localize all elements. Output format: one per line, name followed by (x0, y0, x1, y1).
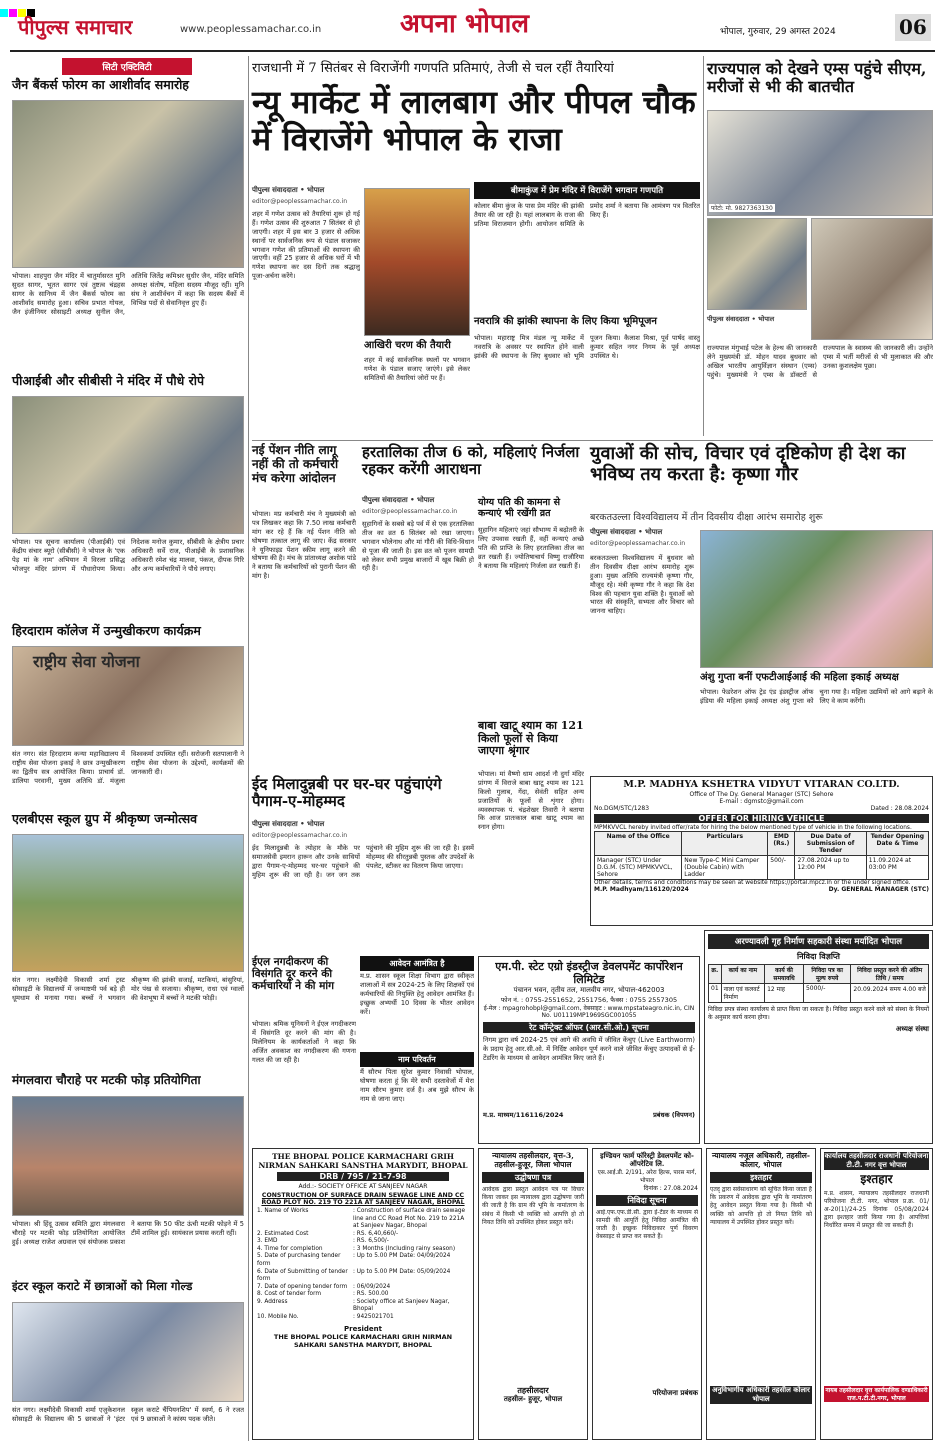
tehsil2-text: एतद् द्वारा सर्वसाधारण को सूचित किया जाता है कि प्रकरण में आवेदक द्वारा भूमि के नामांतरण हेतु आवेदन प्रस्तुत किया गया है। किसी भी व्यक्ति को आपत्ति हो तो नियत तिथि को न्यायालय में उपस्थित होकर प्रस्तुत करें। (710, 1186, 812, 1226)
hrule-mid (252, 440, 933, 441)
police-sub: CONSTRUCTION OF SURFACE DRAIN SEWAGE LINE AND CC ROAD PLOT NO. 219 TO 221A AT SANJEEV NAGAR, BHOPAL (261, 1192, 465, 1207)
p3-text: भोपाल। महाराष्ट्र मित्र मंडल न्यू मार्केट में नवरात्रि के अवसर पर स्थापित होने वाली झांकी की स्थापना के लिए बुधवार को भूमि पूजन किया। कैलाश मिश्रा, पूर्व पार्षद वास्तु कुमार सहित नगर निगम के पूर्व अध्यक्ष उपस्थित थे। (474, 334, 700, 360)
s3-title: हिरदाराम कॉलेज में उन्मुखीकरण कार्यक्रम (12, 623, 201, 638)
list-item: 4. Time for completion : 3 Months (Including rainy season) (257, 1245, 456, 1252)
section-title: अपना भोपाल (400, 9, 529, 39)
rt-photo-3 (811, 218, 933, 340)
mpsidc-madhyam: म.प्र. माध्यम/116116/2024 (483, 1111, 564, 1120)
tehsil2-sub: इश्तहार (710, 1172, 812, 1183)
awas-col: कार्य की समयावधि (765, 965, 804, 984)
youth-sub-title: अंशु गुप्ता बनीं एफटीआईआई की महिला इकाई अध्यक्ष (700, 672, 899, 683)
list-item: 8. Cost of tender form : RS. 500.00 (257, 1291, 389, 1298)
col-divider-2 (703, 56, 704, 436)
teej-email: editor@peoplessamachar.co.in (362, 508, 458, 515)
s3-banner: राष्ट्रीय सेवा योजना (33, 652, 140, 671)
rt-photo-2 (707, 218, 807, 310)
mpsidc-ad (478, 956, 700, 1144)
lead-headline: न्यू मार्केट में लालबाग और पीपल चौक में विराजेंगे भोपाल के राजा (252, 83, 696, 158)
mpsidc-sign: प्रबंधक (विपणन) (653, 1111, 695, 1120)
col-divider-1 (248, 56, 249, 1441)
list-item: 10. Mobile No. : 9425021701 (257, 1313, 394, 1320)
eid-text: ईद मिलादुन्नबी के त्योहार के मौके पर समाजसेवी इमरान हारून और उनके साथियों द्वारा पैगाम-ए-मोहम्मद घर-घर पहुंचाने की मुहिम शुरू की जा रही है। जन जन तक पहुंचाने की मुहिम शुरू की जा रही है। इसमें मोहम्मद की सीरतुन्नबी पुस्तक और उपदेशों के पंपलेट, स्टीकर का वितरण किया जाएगा। (252, 844, 474, 879)
mpvv-col: Name of the Office (595, 831, 682, 855)
awas-sub: निविदा विज्ञप्ति (797, 952, 840, 961)
mpsidc-sub: रेट कॉन्ट्रेक्ट ऑफर (आर.सी.ओ.) सूचना (483, 1022, 695, 1033)
s6-title: इंटर स्कूल कराटे में छात्राओं को मिला गोल्ड (12, 1279, 193, 1293)
mpvv-cell: 500/- (768, 855, 795, 879)
iffdc-sub: निविदा सूचना (596, 1195, 698, 1206)
name-change-text: मैं सौरभ पिता सुरेश कुमार निवासी भोपाल, घोषणा करता हूं कि मेरे सभी दस्तावेजों में मेरा नाम सौरभ कुमार दर्ज है। अब मुझे सौरभ के नाम से जाना जाए। (360, 1068, 474, 1103)
nagda-text: भोपाल। श्रमिक यूनियनों ने ईएल नगदीकरण में विसंगति दूर करने की मांग की है। मिलेनियम के कार्यकर्ताओं ने कहा कि अर्जित अवकाश का नगदीकरण की गणना गलत की जा रही है। (252, 1020, 356, 1064)
tehsil1-title: न्यायालय तहसीलदार, वृत्त-3, तहसील-हुजूर, जिला भोपाल (492, 1151, 574, 1169)
mpvv-email: E-mail : dgmstc@gmail.com (719, 797, 804, 805)
notice-title: आवेदन आमंत्रित है (360, 956, 474, 971)
police-president: President (344, 1325, 382, 1334)
police-addr: Add.:- SOCIETY OFFICE AT SANJEEV NAGAR (298, 1183, 428, 1191)
lead-subtext: कोलार बीमा कुंज के पास प्रेम मंदिर की झांकी तैयार की जा रही है। यहां लालबाग के राजा की प्रतिमा विराजमान होगी। आयोजन समिति के प्रमोद शर्मा ने बताया कि आमंत्रण पत्र वितरित किए हैं। (474, 202, 700, 228)
tehsil3-text: म.प्र. शासन, न्यायालय तहसीलदार राजधानी परियोजना टी.टी. नगर, भोपाल प्र.क्र. 01/अ-20(1)/24-25 दिनांक 05/08/2024 द्वारा इश्तहार जारी किया गया है। आपत्तियां निर्धारित समय में प्रस्तुत की जा सकती हैं। (824, 1189, 929, 1230)
youth-byline: पीपुल्स संवाददाता • भोपाल (590, 528, 663, 536)
tehsil2-sign: अनुविभागीय अधिकारी तहसील कोलार भोपाल (710, 1386, 812, 1404)
awas-cell: 12 माह (765, 984, 804, 1003)
list-item: 3. EMD : RS. 6,500/- (257, 1238, 389, 1245)
awas-col: निविदा प्रस्तुत करने की अंतिम तिथि / समय (851, 965, 929, 984)
awas-cell: 01 (709, 984, 722, 1003)
mpvv-col: Tender Opening Date & Time (866, 831, 928, 855)
p2-title: आखिरी चरण की तैयारी (364, 340, 451, 351)
youth-deck: बरकतउल्ला विश्वविद्यालय में तीन दिवसीय दीक्षा आरंभ समारोह शुरू (590, 512, 823, 523)
left-column (12, 56, 244, 1441)
tehsil2-ad (706, 1148, 816, 1440)
teej-text: सुहागिनों के सबसे बड़े पर्व में से एक हरतालिका तीज का व्रत 6 सितंबर को रखा जाएगा। भगवान भोलेनाथ और मां गौरी की विधि-विधान से पूजा की जाती है। इस व्रत को पूजन सामग्री को लेकर सभी प्रमुख बाजारों में खूब बिक्री हो रही है। (362, 520, 474, 573)
list-item: 1. Name of Works : Construction of surface drain sewage line and CC Road Plot No. 219 to 221A at Sanjeev Nagar, Bhopal (257, 1208, 466, 1230)
s1-text: भोपाल। शाहपुरा जैन मंदिर में चातुर्मासरत मुनि सुदत सागर, भूतत सागर एवं तुष्टत्व चंद्रहस सागर के सानिध्य में जैन बैंकर्स फोरम का आशीर्वाद समारोह हुआ। सचिव प्रभात गोयल, जैन इंजीनियर सोसाइटी अध्यक्ष सुनील जैन, अतिथि जितेंद्र कमिश्नर सुधीर जैन, मंदिर समिति अध्यक्ष संतोष, महिला सदस्य मौजूद रहीं। मुनि संघ ने आशीर्वचन में कहा कि सदस्य बैंकों में विभिन्न पदों से सेवानिवृत्त हुए हैं। (12, 272, 244, 316)
teej-byline: पीपुल्स संवाददाता • भोपाल (362, 496, 435, 504)
brand-url: www.peoplessamachar.co.in (180, 24, 322, 35)
s2-text: भोपाल। पत्र सूचना कार्यालय (पीआईबी) एवं केंद्रीय संचार ब्यूरो (सीबीसी) ने भोपाल के 'एक पेड़ मां के नाम' अभियान में विरला प्रसिद्ध भोजपुर मंदिर प्रांगण में पौधारोपण किया। निदेशक मनोज कुमार, सीबीसी के क्षेत्रीय प्रचार अधिकारी सर्वे राज, पीआईबी के प्रशासनिक अधिकारी रमेश चंद्र मालवा, पंकज, दीपक गिरि और अन्य कर्मचारियों ने पौधे लगाए। (12, 538, 244, 573)
mpvv-col: Particulars (682, 831, 768, 855)
iffdc-text: आई.एफ.एफ.डी.सी. द्वारा ई-टेंडर के माध्यम से सामग्री की आपूर्ति हेतु निविदा आमंत्रित की जाती है। इच्छुक निविदाकार पूर्ण विवरण वेबसाइट से प्राप्त कर सकते हैं। (596, 1209, 698, 1241)
police-ad (252, 1148, 474, 1440)
awas-col: क्र. (709, 965, 722, 984)
baba-text: भोपाल। मां वैष्णो धाम आदर्श नौ दुर्गा मंदिर प्रांगण में विराजे बाबा खाटू श्याम का 121 किलो गुलाब, गेंदा, सेवंती सहित अन्य प्रजातियों के फूलों से शृंगार होगा। व्यवस्थापक पं. चंद्रशेखर तिवारी ने बताया कि आज प्रातःकाल बाबा खाटू श्याम का स्नान होगा। (478, 770, 584, 832)
s1-title: जैन बैंकर्स फोरम का आशीर्वाद समारोह (12, 77, 189, 92)
s1-photo (12, 100, 244, 268)
s6-photo (12, 1302, 244, 1402)
notice-column (360, 956, 474, 1144)
list-item: 2. Estimated Cost : RS. 6,40,660/- (257, 1230, 399, 1237)
mpsidc-addr: पंचानन भवन, तृतीय तल, मालवीय नगर, भोपाल-462003 (513, 986, 665, 995)
page-number: 06 (895, 14, 931, 41)
mpvv-ad (590, 776, 933, 926)
iffdc-sign: परियोजना प्रबंधक (652, 1388, 698, 1398)
iffdc-date: दिनांक : 27.08.2024 (643, 1185, 698, 1193)
mpvv-office: Office of The Dy. General Manager (STC) Sehore (689, 790, 834, 798)
s5-photo (12, 1096, 244, 1216)
s4-photo (12, 834, 244, 972)
mpvv-col: Due Date of Submission of Tender (795, 831, 866, 855)
s5-title: मंगलवारा चौराहे पर मटकी फोड़ प्रतियोगिता (12, 1073, 201, 1087)
tehsil3-ad (820, 1148, 933, 1440)
name-change-title: नाम परिवर्तन (360, 1052, 474, 1067)
awas-text: निविदा प्रपत्र संस्था कार्यालय से प्राप्त किया जा सकता है। निविदा प्रस्तुत करने वाले को संस्था के नियमों के अनुसार कार्य करना होगा। (708, 1006, 929, 1022)
lead-story (252, 58, 700, 438)
notice-text: म.प्र. शासन स्कूल शिक्षा विभाग द्वारा स्वीकृत शालाओं में सत्र 2024-25 के लिए शिक्षकों एवं कर्मचारियों की नियुक्ति हेतु आवेदन आमंत्रित हैं। इच्छुक अभ्यर्थी 10 दिवस के भीतर आवेदन करें। (360, 972, 474, 1016)
youth-text: बरकतउल्ला विश्वविद्यालय में बुधवार को तीन दिवसीय दीक्षा आरंभ समारोह शुरू हुआ। मुख्य अतिथि राज्यमंत्री कृष्णा गौर, मौजूद रहे। मंत्री कृष्णा गौर ने कहा कि देश विश्व की पहचान युवा शक्ति है। युवाओं को भारत की संस्कृति, सभ्यता और विचार को जानना चाहिए। (590, 554, 694, 616)
mpsidc-text: निगम द्वारा वर्ष 2024-25 एवं आगे की अवधि में जीवित केंचुए (Live Earthworm) के प्रदाय हेतु आर.सी.ओ. में निर्दिष्ट आवेदन पूर्ण करने वाले जीवित केंचुए उत्पादकों से ई-टेंडरिंग के माध्यम से आवेदन आमंत्रित किए जाते हैं। (483, 1036, 695, 1063)
youth-headline: युवाओं की सोच, विचार एवं दृष्टिकोण ही देश का भविष्य तय करता है: कृष्णा गौर (590, 443, 906, 485)
masthead-rule (10, 50, 935, 52)
eid-headline: ईद मिलादुन्नबी पर घर-घर पहुंचाएंगे पैगाम-ए-मोहम्मद (252, 775, 442, 811)
awas-cell: 5000/- (803, 984, 850, 1003)
tehsil1-ad (478, 1148, 588, 1440)
pension-headline: नई पेंशन नीति लागू नहीं की तो कर्मचारी मंच करेगा आंदोलन (252, 443, 339, 485)
list-item: 9. Address : Society office at Sanjeev Nagar, Bhopal (257, 1298, 450, 1313)
tehsil3-sign: नायब तहसीलदार वृत्त कार्यपालिक दण्डाधिकारी राज.प.टी.टी.नगर, भोपाल (825, 1386, 928, 1402)
s6-text: संत नगर। लक्ष्मीदेवी विकासी शर्मा एजुकेशनल सोसाइटी के विद्यालय की 5 छात्राओं ने 'इंटर स्कूल कराटे चैंपियनशिप' में स्वर्ण, 6 ने रजत एवं 9 छात्राओं ने कांस्य पदक जीते। (12, 1406, 244, 1423)
nagda-headline: ईएल नगदीकरण की विसंगति दूर करने की कर्मचारियों ने की मांग (252, 956, 335, 993)
pension-text: भोपाल। मप्र कर्मचारी मंच ने मुख्यमंत्री को पत्र लिखकर कहा कि 7.50 लाख कर्मचारी मांग कर रहे हैं कि नई पेंशन नीति को घोषणा तत्काल लागू की जाए। केंद्र सरकार ने यूनिफाइड पेंशन स्कीम लागू करने की घोषणा की है। मंच के प्रांताध्यक्ष अशोक पांडे ने बताया कि कर्मचारियों को पुरानी पेंशन की मांग है। (252, 510, 356, 581)
brand-logo: पीपुल्स समाचार (18, 15, 133, 39)
teej-side-title: योग्य पति की कामना से कन्याएं भी रखेंगी व्रत (478, 497, 561, 519)
s3-text: संत नगर। संत हिरदाराम कन्या महाविद्यालय में राष्ट्रीय सेवा योजना इकाई ने छात्र उन्मुखीकरण का द्वितीय सत्र आयोजित किया। प्राचार्य डॉ. डालिया परवानी, मुख्य अतिथि डॉ. मंजुला विश्वकर्मा उपस्थित रहीं। सरोजनी सतपालानी ने राष्ट्रीय सेवा योजना के उद्देश्यों, कार्यक्रमों की जानकारी दी। (12, 750, 244, 785)
right-top-story (707, 58, 933, 438)
rt-text: राज्यपाल मंगुभाई पटेल के हेल्थ की जानकारी लेने मुख्यमंत्री डॉ. मोहन यादव बुधवार को अखिल भारतीय आयुर्विज्ञान संस्थान (एम्स) पहुंचे। मुख्यमंत्री ने एम्स के डॉक्टरों से राज्यपाल के स्वास्थ्य की जानकारी ली। उन्होंने एम्स में भर्ती मरीजों से भी मुलाकात की और उनका कुशलक्षेम पूछा। (707, 344, 933, 379)
youth-sub-text: भोपाल। फेडरेशन ऑफ ट्रेड एंड इंडस्ट्रीज ऑफ इंडिया की महिला इकाई अध्यक्ष अंशु गुप्ता को चुना गया है। महिला उद्यमियों को आगे बढ़ाने के लिए वे काम करेंगी। (700, 688, 933, 705)
pension-story (252, 444, 356, 774)
dateline: भोपाल, गुरुवार, 29 अगस्त 2024 (720, 27, 836, 37)
awas-table (708, 964, 929, 1003)
tehsil3-sub: इश्तहार (860, 1172, 893, 1186)
s3-photo (12, 646, 244, 746)
tehsil1-sign2: तहसील- हुजूर, भोपाल (503, 1394, 563, 1404)
s2-photo (12, 396, 244, 534)
rt-photo-caption: फोटो: मो. 9827363130 (711, 205, 773, 212)
mpvv-cell: 11.09.2024 at 03:00 PM (866, 855, 928, 879)
s5-text: भोपाल। श्री हिंदू उत्सव समिति द्वारा मंगलवारा चौराहे पर मटकी फोड़ प्रतियोगिता आयोजित हुई। अध्यक्ष राजेश अग्रवाल एवं संयोजक प्रकाश ने बताया कि 50 फीट ऊंची मटकी फोड़ने में 5 टीमें शामिल हुईं। सायंकाल प्रयास करती रहीं। (12, 1220, 244, 1246)
table-row (709, 984, 929, 1003)
youth-email: editor@peoplessamachar.co.in (590, 540, 686, 547)
eid-byline: पीपुल्स संवाददाता • भोपाल (252, 820, 325, 828)
tehsil1-text: आवेदक द्वारा प्रस्तुत आवेदन पत्र पर विचार किया जाकर इस न्यायालय द्वारा उद्घोषणा जारी की जाती है कि ग्राम की भूमि के नामांतरण के संबंध में किसी भी व्यक्ति को आपत्ति हो तो नियत तिथि को उपस्थित होकर प्रस्तुत करें। (482, 1186, 584, 1226)
aranyavali-awas-ad (704, 930, 933, 1144)
mpvv-cell: 27.08.2024 up to 12:00 PM (795, 855, 866, 879)
tehsil1-sub: उद्घोषणा पत्र (482, 1172, 584, 1183)
mpsidc-web: ई-मेल : mpagrohobpl@gmail.com, वेबसाइट : www.mpstateagro.nic.in, CIN No. U01119MP1969SGC001055 (483, 1005, 695, 1020)
mpvv-ref: No.DGM/STC/1283 (594, 804, 650, 812)
awas-cell: 20.09.2024 समय 4.00 बजे (851, 984, 929, 1003)
mpvv-footer: Other details, terms and conditions may be seen at website https://portal.mpcz.in or the under signed office. (594, 879, 911, 886)
mpvv-org: M.P. MADHYA KSHETRA VIDYUT VITARAN CO.LTD. (623, 779, 900, 790)
list-item: 7. Date of opening tender form : 06/09/2024 (257, 1283, 391, 1290)
mpvv-table (594, 831, 929, 880)
awas-cell: नाला एवं कलवर्ट निर्माण (721, 984, 764, 1003)
mpsidc-org: एम.पी. स्टेट एग्रो इंडस्ट्रीज डेवलपमेंट कार्पोरेशन लिमिटेड (495, 960, 683, 986)
teej-side-text: सुहागिन महिलाएं जहां सौभाग्य में बढ़ोतरी के लिए उपवास रखती हैं, वहीं कन्याएं अच्छे पति की प्राप्ति के लिए हरतालिका तीज का व्रत रखती हैं। ज्योतिषाचार्य विष्णु राजौरिया ने बताया कि महिलाएं निर्जला व्रत रखती हैं। (478, 526, 584, 570)
nagda-story (252, 956, 356, 1144)
section-tag: सिटी एक्टिविटी (62, 58, 192, 75)
lead-byline: पीपुल्स संवाददाता • भोपाल (252, 186, 325, 194)
iffdc-title: इण्डियन फार्म फॉरेस्ट्री डेवलपमेंट को-ऑपरेटिव लि. (600, 1151, 694, 1169)
tehsil2-title: न्यायालय नजूल अधिकारी, तहसील-कोलार, भोपाल (712, 1151, 810, 1169)
rt-byline: पीपुल्स संवाददाता • भोपाल (707, 315, 775, 323)
table-row (595, 855, 929, 879)
youth-photo (700, 530, 933, 668)
lead-text: शहर में गणेश उत्सव को तैयारियां शुरू हो गई हैं। गणेश उत्सव की शुरुआत 7 सितंबर से हो जाएगी। शहर में इस बार 3 हजार से अधिक स्थानों पर सार्वजनिक रूप से पंडाल सजाकर भगवान गणेश की प्रतिमाओं की स्थापना की जाएगी। वहीं 25 हजार से अधिक घरों में भी गणेश स्थापना कर दस दिनों तक श्रद्धालु पूजा-अर्चना करेंगे। (252, 210, 360, 281)
s2-title: पीआईबी और सीबीसी ने मंदिर में पौधे रोपे (12, 373, 205, 388)
mpvv-cell: Manager (STC) Under D.G.M. (STC) MPMKVVCL, Sehore (595, 855, 682, 879)
awas-col: निविदा पत्र का मूल्य रुपये (803, 965, 850, 984)
lead-kicker: राजधानी में 7 सितंबर से विराजेंगी गणपति प्रतिमाएं, तेजी से चल रहीं तैयारियां (252, 61, 614, 76)
s4-text: संत नगर। लक्ष्मीदेवी विकासी शर्मा ट्रस्ट सोसाइटी के विद्यालयों में जन्माष्टमी पर्व बड़े ही धूमधाम से मनाया गया। बच्चों ने भगवान श्रीकृष्ण की झांकी सजाई, मटकियां, बांसुरियां, मोर पंख से सजाया। श्रीकृष्ण, राधा एवं ग्वालों की वेशभूषा में बच्चों ने मटकी फोड़ी। (12, 976, 244, 1002)
lead-subbox: बीमाकुंज में प्रेम मंदिर में विराजेंगे भगवान गणपति (474, 182, 700, 199)
police-title: THE BHOPAL POLICE KARMACHARI GRIH NIRMAN SAHKARI SANSTHA MARYDIT, BHOPAL (258, 1152, 468, 1170)
police-sign: THE BHOPAL POLICE KARMACHARI GRIH NIRMAN SAHKARI SANSTHA MARYDIT, BHOPAL (273, 1333, 453, 1350)
mpvv-dated: Dated : 28.08.2024 (870, 804, 929, 812)
iffdc-ad (592, 1148, 702, 1440)
baba-headline: बाबा खाटू श्याम का 121 किलो फूलों से किया जाएगा श्रृंगार (478, 719, 584, 758)
baba-story (478, 720, 584, 952)
p2-text: शहर में कई सार्वजनिक स्थलों पर भगवान गणेश के पंडाल सजाए जाएंगे। इसे लेकर समितियों की तैयारियां जोरों पर हैं। (364, 356, 470, 382)
mpvv-sign: Dy. GENERAL MANAGER (STC) (828, 885, 929, 893)
p3-title: नवरात्रि की झांकी स्थापना के लिए किया भूमिपूजन (474, 316, 657, 327)
awas-sign: अध्यक्ष संस्था (895, 1025, 929, 1034)
masthead (0, 0, 945, 52)
eid-email: editor@peoplessamachar.co.in (252, 832, 348, 839)
list-item: 5. Date of purchasing tender form : Up to 5.00 PM Date: 04/09/2024 (257, 1253, 451, 1267)
list-item: 6. Date of Submitting of tender form : Up to 5.00 PM Date: 05/09/2024 (257, 1268, 451, 1283)
tehsil3-title: कार्यालय तहसीलदार राजधानी परियोजना टी.टी. नगर वृत्त भोपाल (824, 1152, 929, 1169)
mpsidc-phone: फोन नं. : 0755-2551652, 2551756, फैक्स : 0755 2557305 (500, 996, 678, 1005)
iffdc-addr: एस.आई.डी. 2/191, अरेरा हिल्स, पारस मार्ग, भोपाल (597, 1170, 697, 1185)
mpvv-madhyam: M.P. Madhyam/116120/2024 (594, 885, 689, 893)
rt-headline: राज्यपाल को देखने एम्स पहुंचे सीएम, मरीजों से भी की बातचीत (707, 59, 927, 97)
awas-col: कार्य का नाम (721, 965, 764, 984)
lead-email: editor@peoplessamachar.co.in (252, 198, 348, 205)
teej-headline: हरतालिका तीज 6 को, महिलाएं निर्जला रहकर करेंगी आराधना (362, 443, 580, 479)
mpvv-col: EMD (Rs.) (768, 831, 795, 855)
mpvv-cell: New Type-C Mini Camper (Double Cabin) with Ladder (682, 855, 768, 879)
tehsil1-sign: तहसीलदार (517, 1385, 549, 1396)
s4-title: एलबीएस स्कूल ग्रुप में श्रीकृष्ण जन्मोत्सव (12, 811, 198, 826)
awas-title: अरण्यावली गृह निर्माण सहकारी संस्था मर्यादित भोपाल (708, 934, 929, 949)
lead-photo (364, 188, 470, 336)
rt-photo-1 (707, 110, 933, 216)
eid-story (252, 776, 474, 952)
police-reg: DRB / 795 / 21-7-98 (277, 1172, 449, 1181)
mpvv-intro: MPMKVVCL hereby invited offer/rate for hiring the below mentioned type of vehicle in the following locations. (594, 824, 912, 831)
police-items (257, 1208, 469, 1321)
mpvv-title: OFFER FOR HIRING VEHICLE (594, 814, 929, 823)
